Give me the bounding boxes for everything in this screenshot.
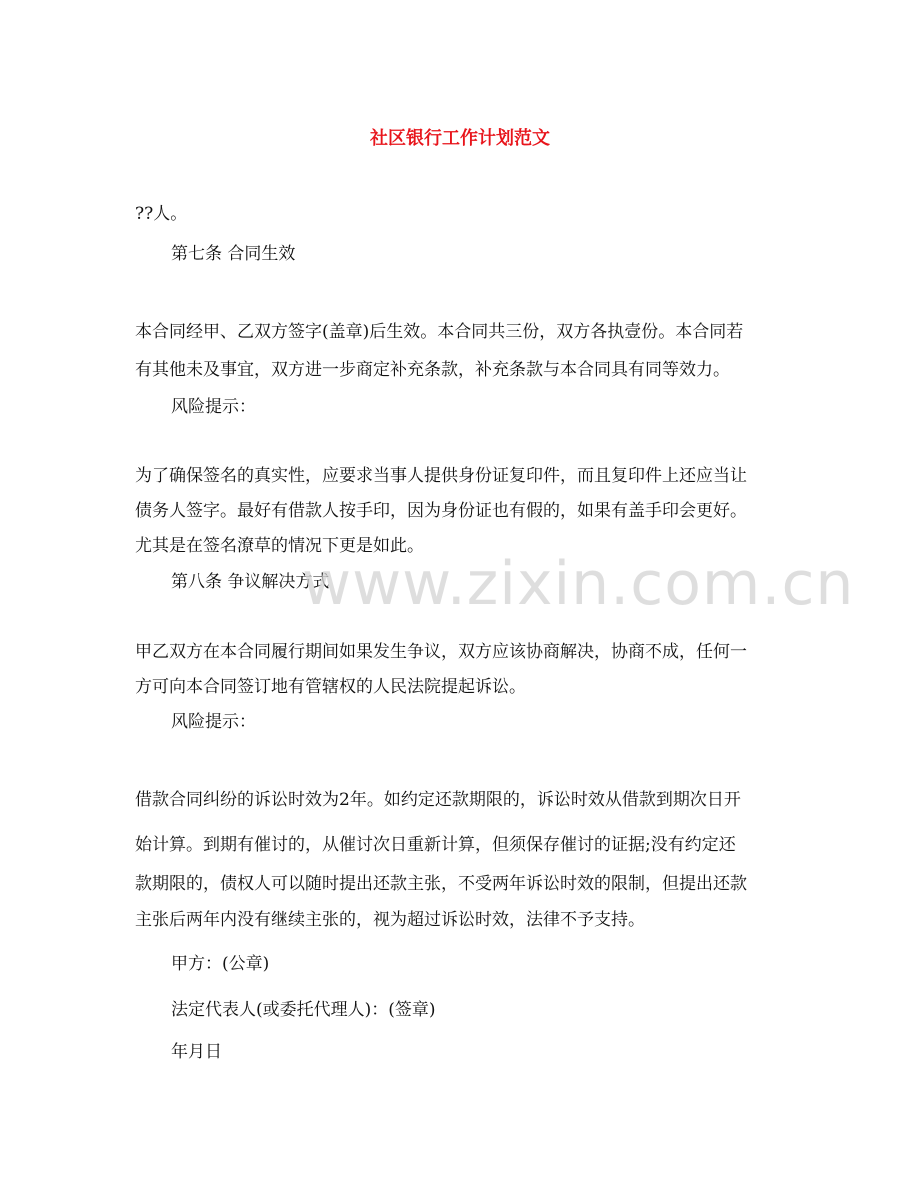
article-heading: 第七条 合同生效: [171, 244, 296, 264]
text-line: 有其他未及事宜，双方进一步商定补充条款，补充条款与本合同具有同等效力。: [135, 360, 730, 380]
legal-representative: 法定代表人(或委托代理人)：(签章): [171, 1000, 436, 1020]
text-line: 始计算。到期有催讨的，从催讨次日重新计算，但须保存催讨的证据;没有约定还: [135, 835, 736, 855]
risk-heading: 风险提示：: [171, 397, 256, 417]
text-line: 尤其是在签名潦草的情况下更是如此。: [135, 536, 424, 556]
date-line: 年月日: [171, 1042, 222, 1062]
text-line: ??人。: [135, 204, 188, 224]
document-title: 社区银行工作计划范文: [370, 128, 550, 149]
text-line: 为了确保签名的真实性，应要求当事人提供身份证复印件，而且复印件上还应当让: [135, 466, 747, 486]
text-line: 债务人签字。最好有借款人按手印，因为身份证也有假的，如果有盖手印会更好。: [135, 501, 747, 521]
party-a-seal: 甲方：(公章): [171, 954, 270, 974]
text-line: 本合同经甲、乙双方签字(盖章)后生效。本合同共三份，双方各执壹份。本合同若: [135, 322, 744, 342]
text-line: 甲乙双方在本合同履行期间如果发生争议，双方应该协商解决，协商不成，任何一: [135, 642, 747, 662]
text-line: 款期限的，债权人可以随时提出还款主张，不受两年诉讼时效的限制，但提出还款: [135, 874, 747, 894]
article-heading: 第八条 争议解决方式: [171, 572, 330, 592]
watermark: www.zixin.com.cn: [302, 549, 855, 619]
text-line: 方可向本合同签订地有管辖权的人民法院提起诉讼。: [135, 677, 526, 697]
risk-heading: 风险提示：: [171, 712, 256, 732]
text-line: 借款合同纠纷的诉讼时效为2年。如约定还款期限的，诉讼时效从借款到期次日开: [135, 790, 741, 810]
text-line: 主张后两年内没有继续主张的，视为超过诉讼时效，法律不予支持。: [135, 910, 645, 930]
